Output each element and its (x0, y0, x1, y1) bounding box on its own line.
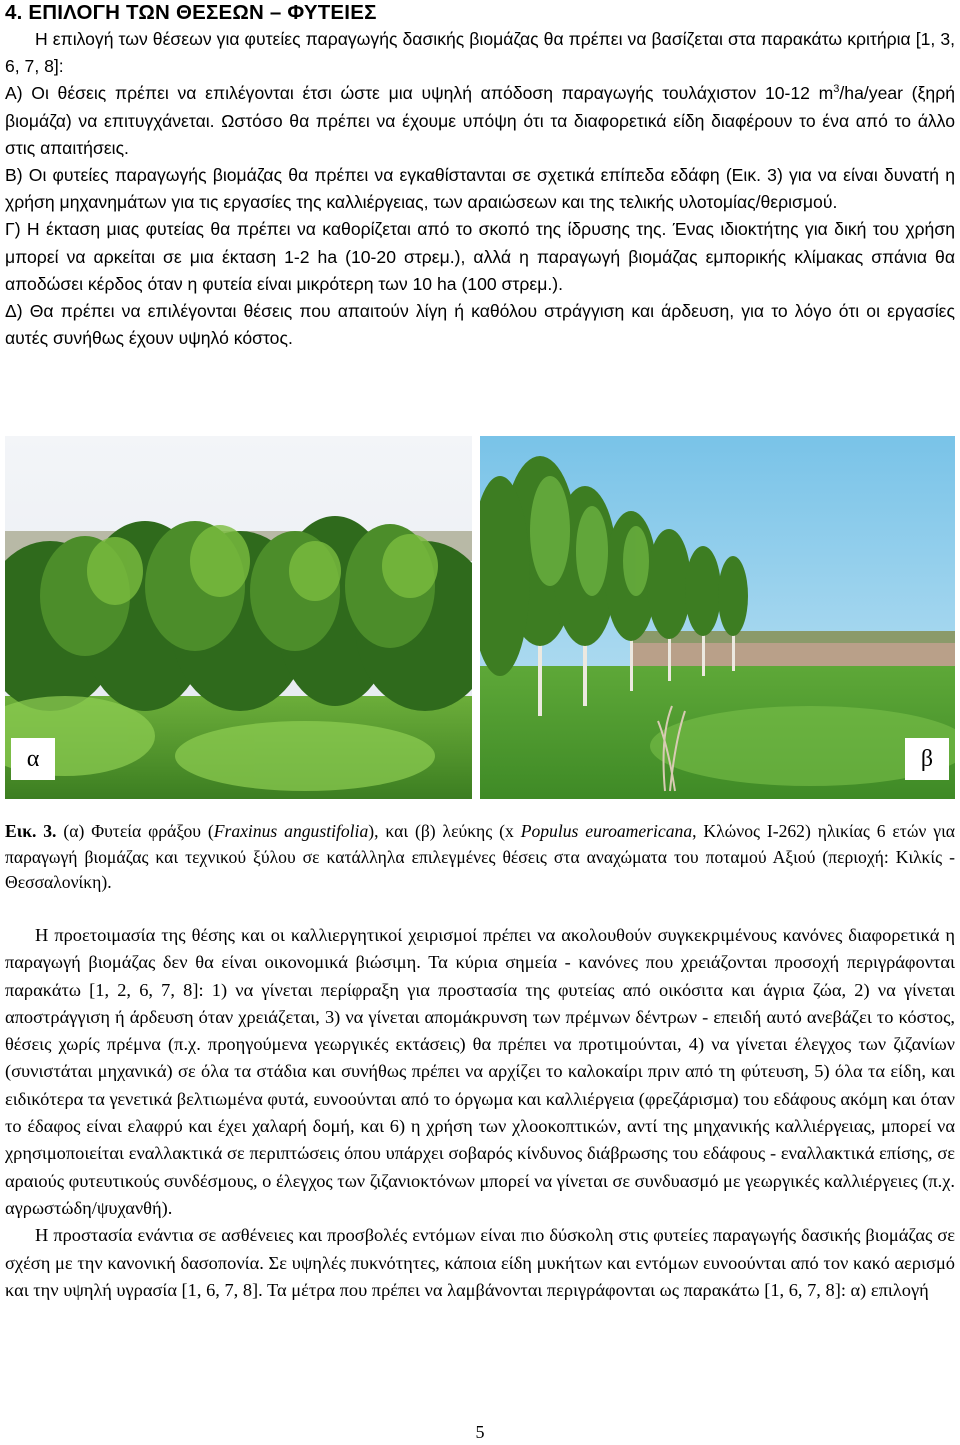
caption-part-1: (α) Φυτεία φράξου ( (56, 821, 214, 841)
criterion-a (5, 80, 955, 162)
criterion-c: Γ) Η έκταση μιας φυτείας θα πρέπει να καθορίζεται από το σκοπό της ίδρυσης της. Ένας ιδιοκτήτης για δική του χρήση μπορεί να αρκείται σε μια έκταση 1-2 ha (10-20 στρεμ.), αλλά η παραγωγή βιομάζας εμπορικής κλίμακας σπάνια θα αποδώσει κέρδος όταν η φυτεία είναι μικρότερη των 10 ha (100 στρεμ.). (5, 219, 955, 294)
body-paragraph-2: Η προστασία ενάντια σε ασθένειες και προσβολές εντόμων είναι πιο δύσκολη στις φυτείες παραγωγής δασικής βιομάζας σε σχέση με την κανονική δασοπονία. Σε υψηλές πυκνότητες, κάποια είδη μυκήτων και εντόμων ευνοούνται από τον κακό αερισμό και την υψηλή υγρασία [1, 6, 7, 8]. Τα μέτρα που πρέπει να λαμβάνονται περιγράφονται ως παρακάτω [1, 6, 7, 8]: α) επιλογή (5, 1225, 955, 1300)
photo-poplar-plantation (480, 436, 955, 799)
page-number: 5 (475, 1422, 485, 1442)
photo-a-illustration (5, 436, 472, 799)
body-paragraph-1: Η προετοιμασία της θέσης και οι καλλιεργητικοί χειρισμοί πρέπει να ακολουθούν συγκεκριμένους κανόνες διαφορετικά η παραγωγή βιομάζας δεν θα είναι οικονομικά βιώσιμη. Τα κύρια σημεία - κανόνες που χρειάζονται προσοχή περιγράφονται παρακάτω [1, 2, 6, 7, 8]: 1) να γίνεται περίφραξη για προστασία της φυτείας από οικόσιτα και άγρια ζώα, 2) να γίνεται αποστράγγιση ή άρδευση όταν χρειάζεται, 3) να γίνεται απομάκρυνση των πρέμνων δέντρων - επειδή αυτό ανεβάζει το κόστος, θέσεις χωρίς πρέμνα (π.χ. προηγούμενα γεωργικές εκτάσεις) θα πρέπει να προτιμούνται, 4) να γίνεται έλεγχος των ζιζανίων (συνιστάται μηχανικά) σε όλα τα στάδια και συνήθως πρέπει να αρχίζει το καλοκαίρι πριν από τη φύτευση, 5) όλα τα είδη, και ειδικότερα τα γενετικά βελτιωμένα φυτά, ευνοούνται από το όργωμα και καλλιέργεια (φρεζάρισμα) του εδάφους ακόμη και όταν το έδαφος είναι ελαφρύ και έχει χαλαρή δομή, και 6) η χρήση των χλοοκοπτικών, αντί της μηχανικής καλλιέργειας, μπορεί να χρησιμοποιείται εναλλακτικά σε περιπτώσεις όπου υπάρχει σοβαρός κίνδυνος διάβρωσης του εδάφους - εναλλακτικά επίσης, σε αραιούς φυτευτικούς συνδέσμους, ο έλεγχος των ζιζανιοκτόνων μπορεί να γίνεται σε συνδυασμό με γεωργικές καλλιέργειες (π.χ. αγρωστώδη/ψυχανθή). (5, 925, 955, 1218)
photo-ash-plantation (5, 436, 472, 799)
caption-figure-ref: Εικ. 3. (5, 821, 57, 841)
figure-label-b: β (905, 738, 949, 780)
caption-species-1: Fraxinus angustifolia (213, 821, 369, 841)
caption-text (5, 819, 955, 896)
text-block-top (5, 0, 955, 352)
figure-caption (5, 819, 955, 896)
caption-species-2: Populus euroamericana (520, 821, 693, 841)
criterion-a-text-post: /ha/year (ξηρή βιομάζα) να επιτυγχάνεται. Ωστόσο θα πρέπει να έχουμε υπόψη ότι τα διαφορετικά είδη διαφέρουν το ένα από το άλλο στις απαιτήσεις. (5, 83, 955, 158)
photo-b-illustration (480, 436, 955, 799)
criterion-a-superscript: 3 (833, 83, 840, 96)
intro-paragraph: Η επιλογή των θέσεων για φυτείες παραγωγής δασικής βιομάζας θα πρέπει να βασίζεται στα παρακάτω κριτήρια [1, 3, 6, 7, 8]: (5, 29, 955, 77)
figure-label-a: α (11, 738, 55, 780)
caption-part-2: ), και (β) λεύκης (x (368, 821, 521, 841)
figure-3 (5, 436, 955, 799)
section-heading: 4. ΕΠΙΛΟΓΗ ΤΩΝ ΘΕΣΕΩΝ – ΦΥΤΕΙΕΣ (5, 1, 377, 24)
text-block-bottom (5, 922, 955, 1304)
criterion-b: Β) Οι φυτείες παραγωγής βιομάζας θα πρέπει να εγκαθίστανται σε σχετικά επίπεδα εδάφη (Εικ. 3) για να είναι δυνατή η χρήση μηχανημάτων για τις εργασίες της καλλιέργειας, των αραιώσεων και της τελικής υλοτομίας/θερισμού. (5, 165, 955, 213)
criterion-a-text-pre: Α) Οι θέσεις πρέπει να επιλέγονται έτσι ώστε μια υψηλή απόδοση παραγωγής τουλάχιστον 10-12 m (5, 83, 834, 104)
caption-part-3: , Κλώνος I-262) ηλικίας 6 ετών για παραγωγή βιομάζας και τεχνικού ξύλου σε κατάλληλα επιλεγμένες θέσεις στα αναχώματα του ποταμού Αξιού (περιοχή: Κιλκίς - Θεσσαλονίκη). (5, 821, 956, 893)
criterion-d: Δ) Θα πρέπει να επιλέγονται θέσεις που απαιτούν λίγη ή καθόλου στράγγιση και άρδευση, για το λόγο ότι οι εργασίες αυτές συνήθως έχουν υψηλό κόστος. (5, 301, 955, 349)
